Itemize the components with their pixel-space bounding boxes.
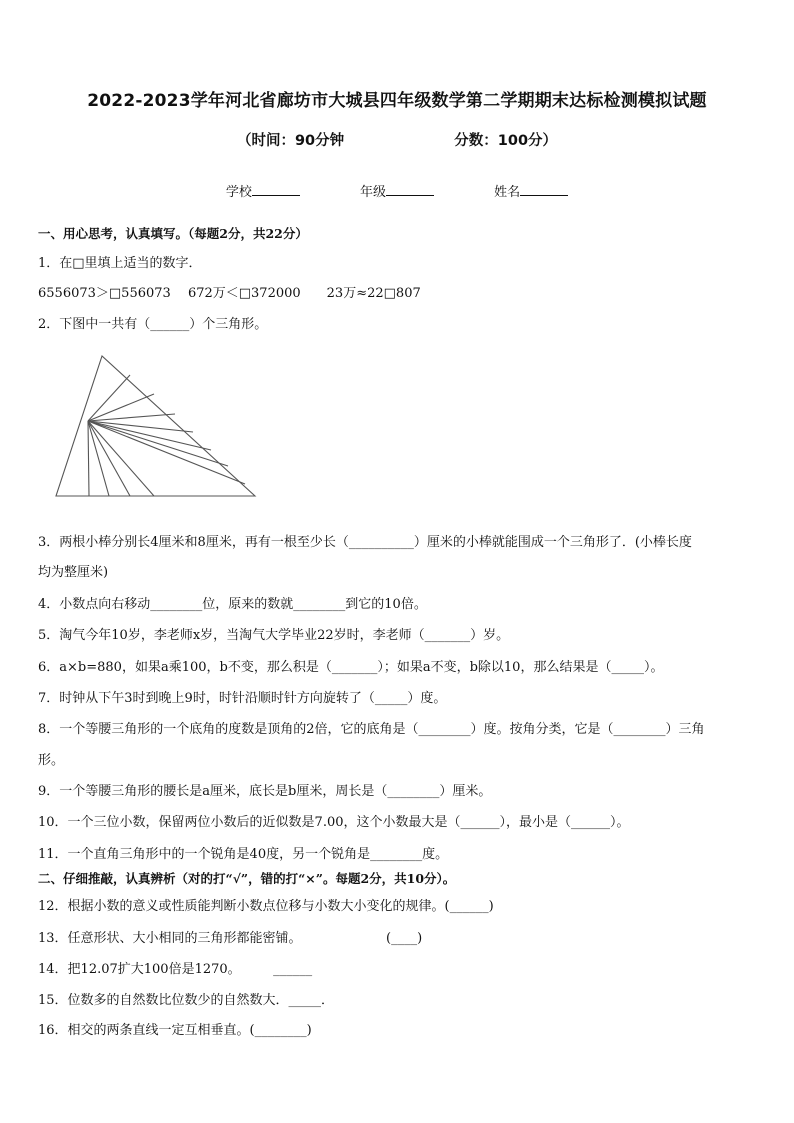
question-1-items: 6556073＞□556073 672万＜□372000 23万≈22□807 xyxy=(38,286,421,301)
name-field xyxy=(494,181,568,200)
question-8: 8．一个等腰三角形的一个底角的度数是顶角的2倍，它的底角是（________）度。按角分类，它是（________）三角 xyxy=(38,722,705,737)
question-12: 12．根据小数的意义或性质能判断小数点位移与小数大小变化的规律。(______) xyxy=(38,899,494,914)
school-label: 学校 xyxy=(225,185,252,200)
exam-time: （时间：90分钟 xyxy=(236,133,345,149)
question-3: 3．两根小棒分别长4厘米和8厘米，再有一根至少长（__________）厘米的小棒就能围成一个三角形了．(小棒长度 xyxy=(38,535,692,550)
question-6: 6．a×b=880，如果a乘100，b不变，那么积是（_______）；如果a不变，b除以10，那么结果是（_____）。 xyxy=(38,660,664,675)
page-title: 2022-2023学年河北省廊坊市大城县四年级数学第二学期期末达标检测模拟试题 xyxy=(87,91,707,111)
question-14: 14．把12.07扩大100倍是1270。 ______ xyxy=(38,962,313,977)
question-11: 11．一个直角三角形中的一个锐角是40度，另一个锐角是________度。 xyxy=(38,847,449,862)
grade-label: 年级 xyxy=(359,185,386,200)
question-3-cont: 均为整厘米) xyxy=(38,565,109,580)
exam-meta xyxy=(0,129,794,150)
question-1: 1．在□里填上适当的数字． xyxy=(38,256,202,271)
question-15: 15．位数多的自然数比位数少的自然数大．_____． xyxy=(38,993,335,1008)
question-8-cont: 形。 xyxy=(38,753,65,768)
inner-segment xyxy=(88,421,89,496)
grade-blank[interactable] xyxy=(386,183,434,196)
school-field xyxy=(226,181,300,200)
triangle-figure xyxy=(52,352,262,498)
question-13: 13．任意形状、大小相同的三角形都能密铺。 (____) xyxy=(38,931,423,946)
student-info xyxy=(0,181,794,200)
inner-segment xyxy=(88,421,154,496)
name-blank[interactable] xyxy=(520,183,568,196)
question-2: 2．下图中一共有（______）个三角形。 xyxy=(38,317,268,332)
school-blank[interactable] xyxy=(252,183,300,196)
question-7: 7．时钟从下午3时到晚上9时，时针沿顺时针方向旋转了（_____）度。 xyxy=(38,691,447,706)
inner-segment xyxy=(88,375,130,421)
inner-segment xyxy=(88,421,245,484)
triangle-figure-svg xyxy=(52,352,262,498)
name-label: 姓名 xyxy=(494,185,521,200)
question-5: 5．淘气今年10岁，李老师x岁，当淘气大学毕业22岁时，李老师（_______）岁。 xyxy=(38,628,510,643)
outer-triangle xyxy=(56,356,255,496)
question-4: 4．小数点向右移动________位，原来的数就________到它的10倍。 xyxy=(38,597,427,612)
question-16: 16．相交的两条直线一定互相垂直。(________) xyxy=(38,1023,312,1038)
section-2-heading: 二、仔细推敲，认真辨析（对的打“√”，错的打“×”。每题2分，共10分）。 xyxy=(38,871,456,886)
exam-score: 分数：100分） xyxy=(454,133,558,149)
question-9: 9．一个等腰三角形的腰长是a厘米，底长是b厘米，周长是（________）厘米。 xyxy=(38,784,492,799)
question-10: 10．一个三位小数，保留两位小数后的近似数是7.00，这个小数最大是（______），最小是（______）。 xyxy=(38,815,630,830)
section-1-heading: 一、用心思考，认真填写。（每题2分，共22分） xyxy=(38,226,308,241)
grade-field xyxy=(360,181,434,200)
inner-segment xyxy=(88,414,175,421)
